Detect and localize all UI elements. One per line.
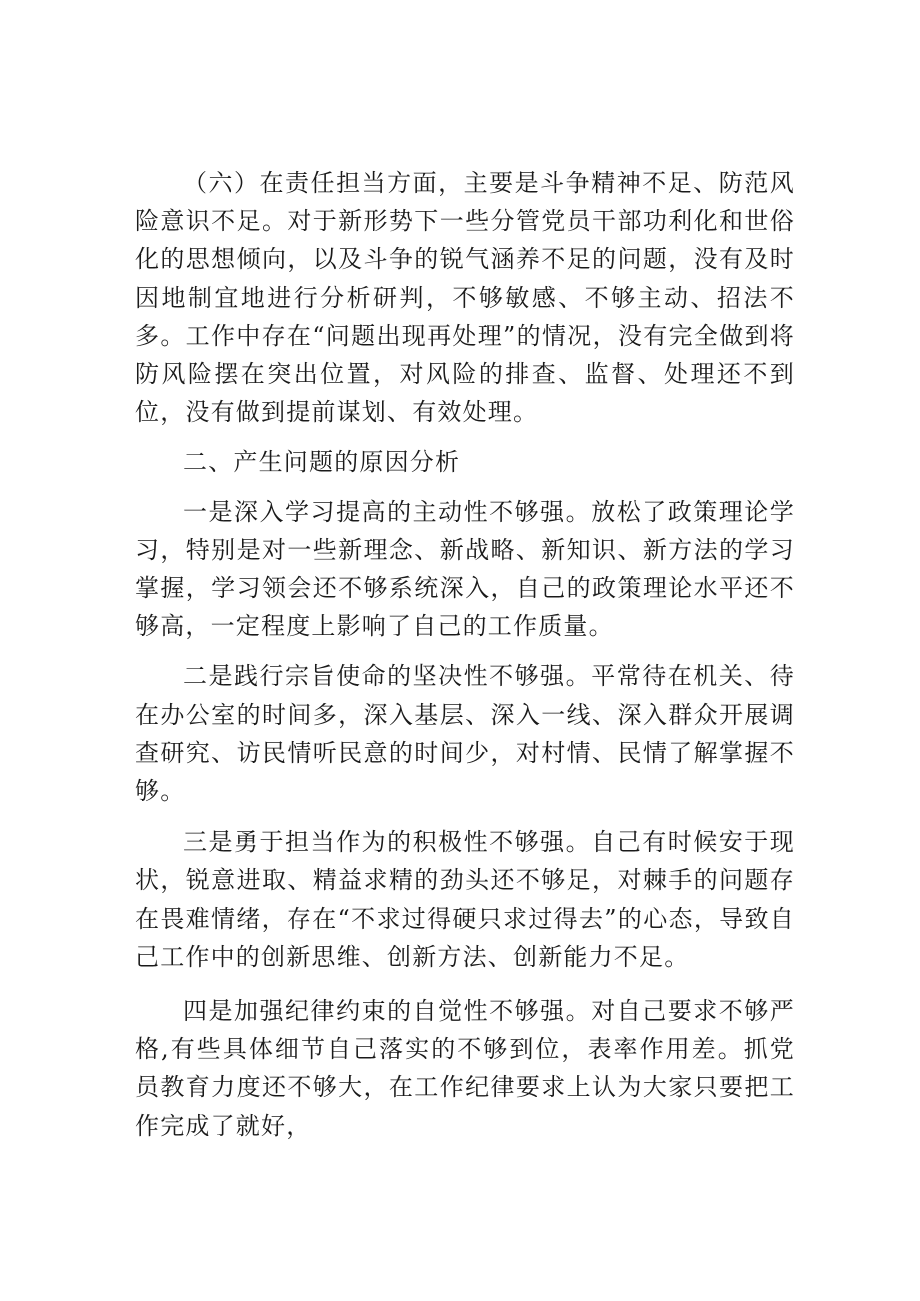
section-heading-cause-analysis: 二、产生问题的原因分析 <box>183 448 461 477</box>
paragraph-cause-4: 四是加强纪律约束的自觉性不够强。对自己要求不够严格,有些具体细节自己落实的不够到位，表率作用差。抓党员教育力度还不够大，在工作纪律要求上认为大家只要把工作完成了就好， <box>135 997 795 1140</box>
paragraph-cause-2: 二是践行宗旨使命的坚决性不够强。平常待在机关、待在办公室的时间多，深入基层、深入一线、深入群众开展调查研究、访民情听民意的时间少，对村情、民情了解掌握不够。 <box>135 662 795 806</box>
paragraph-responsibility: （六）在责任担当方面，主要是斗争精神不足、防范风险意识不足。对于新形势下一些分管党员干部功利化和世俗化的思想倾向，以及斗争的锐气涵养不足的问题，没有及时因地制宜地进行分析研判，不够敏感、不够主动、招法不多。工作中存在“问题出现再处理”的情况，没有完全做到将防风险摆在突出位置，对风险的排查、监督、处理还不到位，没有做到提前谋划、有效处理。 <box>135 169 795 427</box>
document-body <box>135 164 795 1145</box>
paragraph-cause-3: 三是勇于担当作为的积极性不够强。自己有时候安于现状，锐意进取、精益求精的劲头还不够足，对棘手的问题存在畏难情绪，存在“不求过得硬只求过得去”的心态，导致自己工作中的创新思维、创新方法、创新能力不足。 <box>135 828 795 971</box>
paragraph-cause-1: 一是深入学习提高的主动性不够强。放松了政策理论学习，特别是对一些新理念、新战略、新知识、新方法的学习掌握，学习领会还不够系统深入，自己的政策理论水平还不够高，一定程度上影响了自己的工作质量。 <box>135 497 795 641</box>
